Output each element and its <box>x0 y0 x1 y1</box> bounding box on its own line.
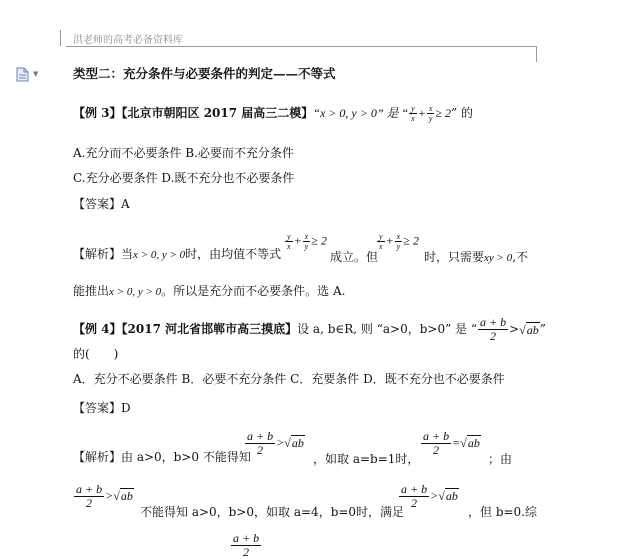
inequality-1: $\frac{y}{x}$ + $\frac{x}{y}$ ≥ 2 <box>287 232 327 251</box>
solution-text-take-1: ，如取 a=b=1时， <box>313 452 420 466</box>
header-rule <box>66 46 536 47</box>
example-4-solution-line1: 【解析】由 a>0，b>0 不能得知 <box>73 450 251 464</box>
example-4-label: 【例 4】【2017 河北省邯郸市高三摸底】 <box>73 322 298 336</box>
sqrt-ab: √ab <box>519 322 539 337</box>
crop-mark-right <box>536 46 537 62</box>
solution-text-line2-end: ，但 b=0.综 <box>468 505 538 519</box>
section-heading: 类型二：充分条件与必要条件的判定——不等式 <box>73 66 336 81</box>
solution-text-holds: 成立。但 <box>330 250 379 264</box>
fraction-a-plus-b-over-2: $\frac{a + b}{2}$ <box>480 315 507 343</box>
solution-text-line2: 不能得知 a>0，b>0，如取 a=4，b=0时，满足 <box>140 505 405 519</box>
crop-mark-left <box>60 30 61 46</box>
inequality-2: $\frac{y}{x}$ + $\frac{x}{y}$ ≥ 2 <box>379 232 419 251</box>
inequality-4: $\frac{a + b}{2}$ >√ab <box>76 482 133 510</box>
example-4-options: A．充分不必要条件 B．必要不充分条件 C．充要条件 D．既不充分也不必要条件 <box>73 372 505 386</box>
example-4-answer: 【答案】D <box>73 401 131 415</box>
example-3-solution-line1: 【解析】当x > 0, y > 0时，由均值不等式 <box>73 247 282 261</box>
chevron-down-icon[interactable]: ▼ <box>33 70 39 78</box>
example-3-options-ab: A.充分而不必要条件 B.必要而不充分条件 <box>73 146 294 160</box>
example-3-label: 【例 3】【北京市朝阳区 2017 届高三二模】 <box>73 106 314 120</box>
inequality-3: $\frac{a + b}{2}$ >√ab <box>247 429 304 457</box>
equality-1: $\frac{a + b}{2}$ =√ab <box>423 429 480 457</box>
inequality-6-partial: $\frac{a + b}{2}$ <box>233 531 260 559</box>
inequality-5: $\frac{a + b}{2}$ >√ab <box>401 482 458 510</box>
fraction-x-over-y: $\frac{x}{y}$ <box>428 104 433 123</box>
example-4-question: 【例 4】【2017 河北省邯郸市高三摸底】设 a, b∈R, 则 “a>0，b>0” 是 “ $\frac{a + b}{2}$ >√ab” <box>73 315 546 343</box>
example-3-answer: 【答案】A <box>73 197 130 211</box>
example-3-question: 【例 3】【北京市朝阳区 2017 届高三二模】“x > 0, y > 0” 是 “ $\frac{y}{x}$ + $\frac{x}{y}$ ≥ 2” 的 <box>73 104 473 123</box>
page-header: 洪老师的高考必备资料库 <box>73 35 183 46</box>
fraction-y-over-x: $\frac{y}{x}$ <box>411 104 415 123</box>
document-icon[interactable] <box>16 67 29 86</box>
example-4-question-tail: 的( ) <box>73 347 119 361</box>
example-3-solution-line2: 能推出x > 0, y > 0。所以是充分而不必要条件。选 A. <box>73 284 346 298</box>
solution-text-from: ；由 <box>488 452 513 466</box>
solution-text-only-need: 时，只需要xy > 0,不 <box>424 250 529 264</box>
example-3-options-cd: C.充分必要条件 D.既不充分也不必要条件 <box>73 171 295 185</box>
